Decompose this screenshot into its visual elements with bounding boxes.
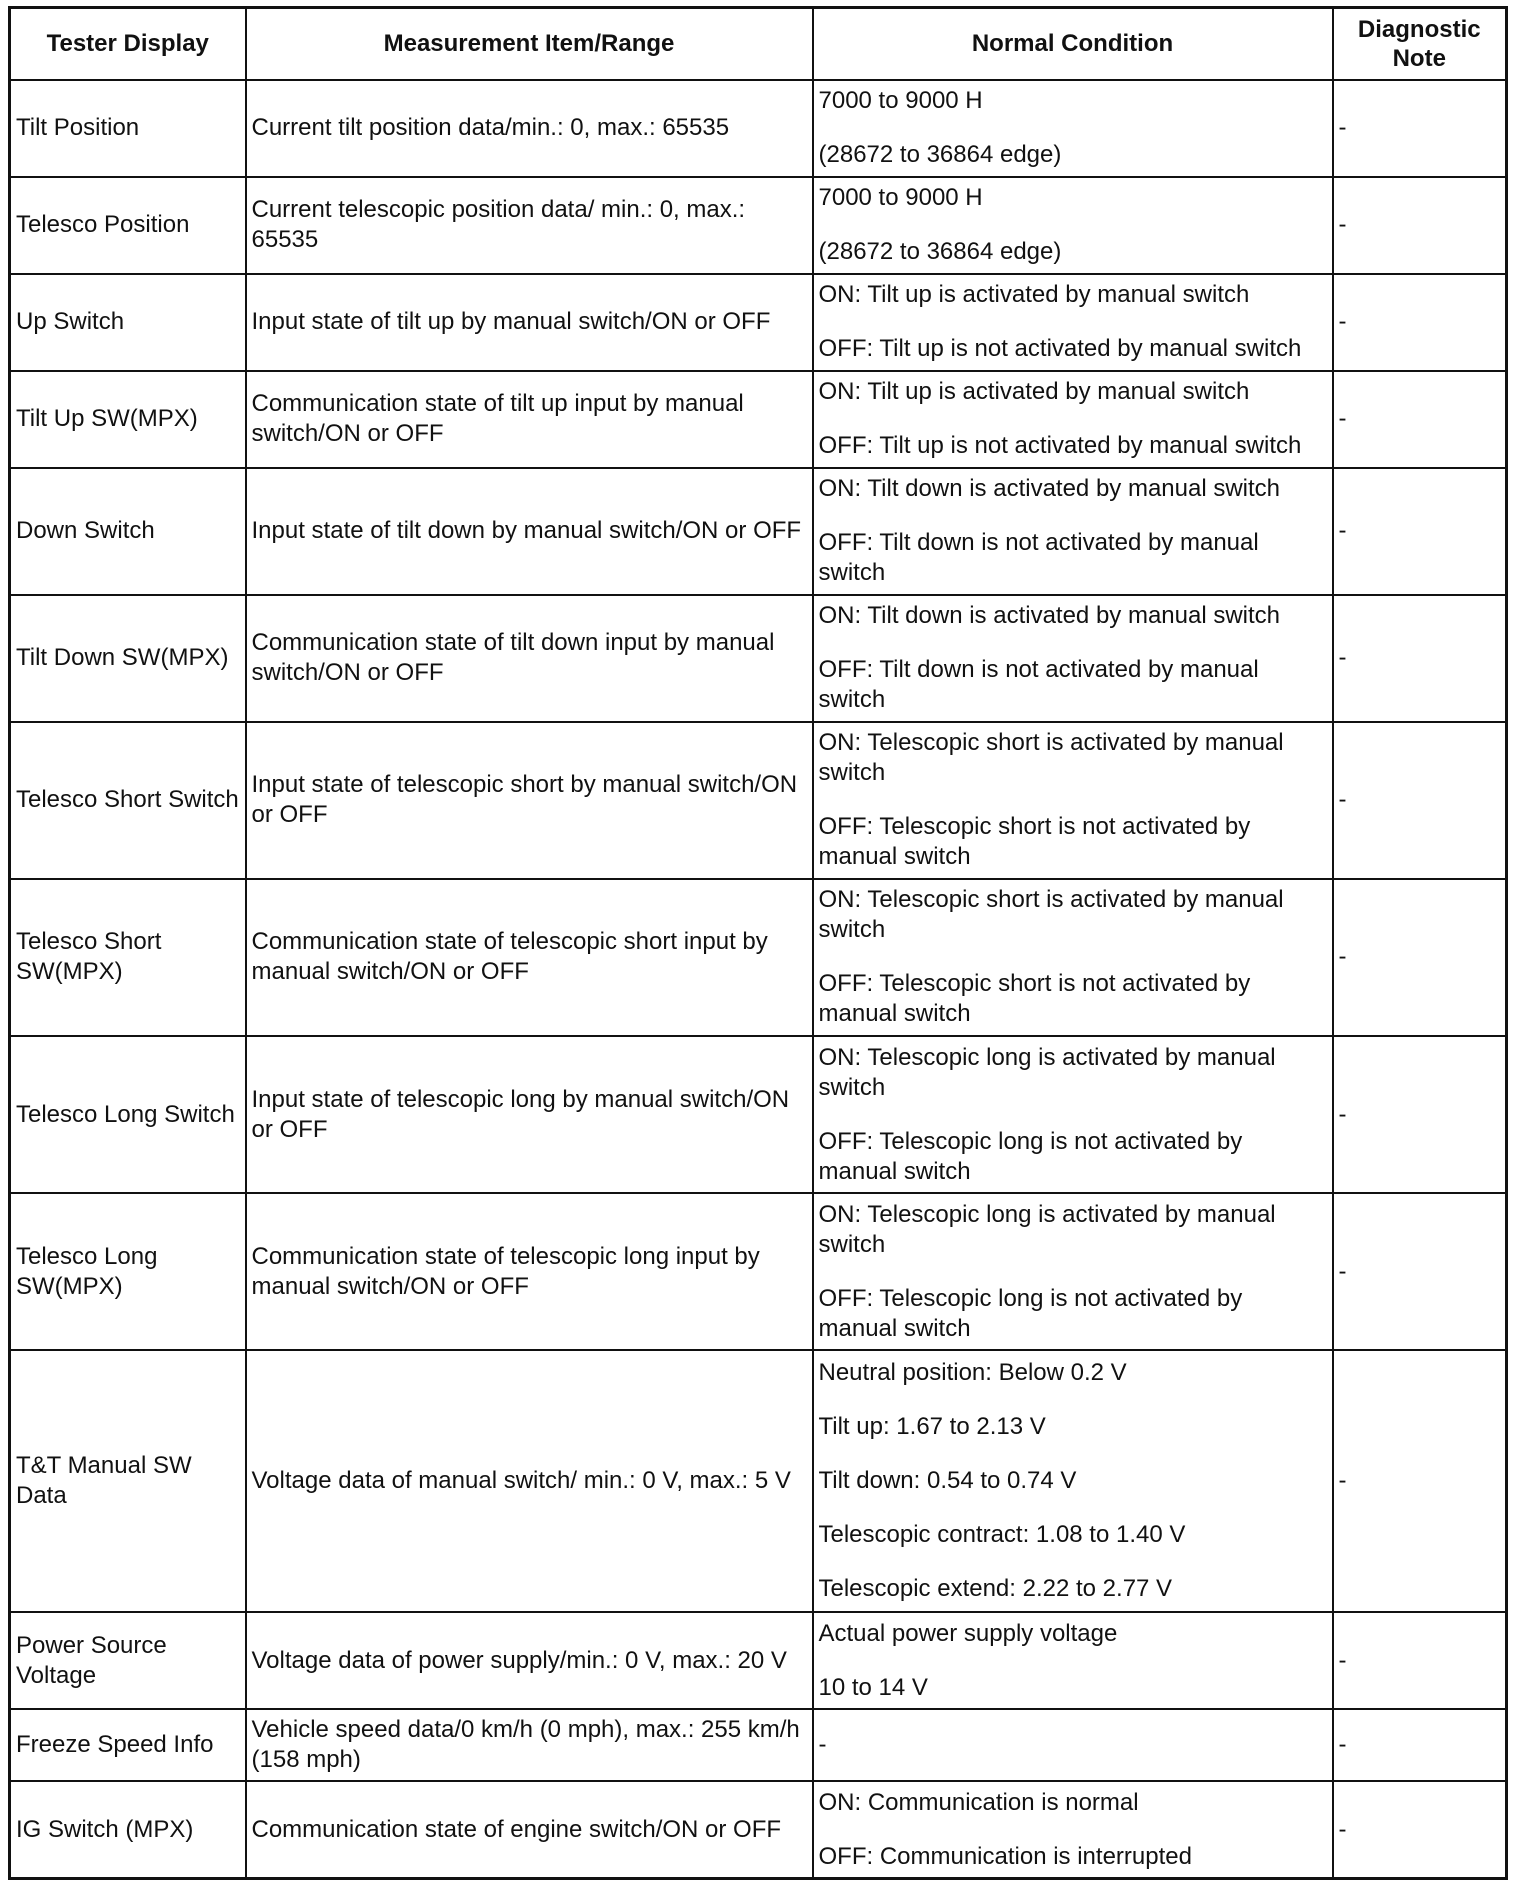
normal-condition-cell [813,879,1333,1036]
tester-display-cell: IG Switch (MPX) [10,1781,246,1878]
measurement-cell: Communication state of tilt down input by manual switch/ON or OFF [246,595,813,722]
normal-condition-line: Tilt up: 1.67 to 2.13 V [818,1413,1046,1441]
normal-condition-line: ON: Tilt down is activated by manual switch [818,602,1281,630]
diagnostic-note-cell: - [1333,371,1507,468]
normal-condition-cell [813,1781,1333,1878]
tester-display-cell: Tilt Up SW(MPX) [10,371,246,468]
measurement-cell: Voltage data of manual switch/ min.: 0 V, max.: 5 V [246,1350,813,1612]
table-row [10,595,1507,722]
normal-condition-line: ON: Telescopic long is activated by manual switch [818,1200,1276,1258]
diagnostic-note-cell: - [1333,1193,1507,1350]
table-row [10,1350,1507,1612]
measurement-cell: Current telescopic position data/ min.: 0, max.: 65535 [246,177,813,274]
table-row [10,371,1507,468]
normal-condition-cell [813,371,1333,468]
normal-condition-line: - [818,1731,827,1759]
table-row [10,177,1507,274]
normal-condition-cell [813,1612,1333,1709]
diagnostic-note-cell: - [1333,1781,1507,1878]
tester-display-cell: Freeze Speed Info [10,1709,246,1781]
measurement-cell: Input state of tilt down by manual switch/ON or OFF [246,468,813,595]
normal-condition-line: 10 to 14 V [818,1673,928,1701]
normal-condition-line: OFF: Telescopic long is not activated by manual switch [818,1284,1243,1342]
normal-condition-cell [813,1350,1333,1612]
normal-condition-line: Neutral position: Below 0.2 V [818,1359,1127,1387]
header-measurement: Measurement Item/Range [246,8,813,80]
normal-condition-cell [813,595,1333,722]
normal-condition-cell [813,468,1333,595]
header-row [10,8,1507,80]
normal-condition-cell [813,80,1333,177]
tester-display-cell: Telesco Short SW(MPX) [10,879,246,1036]
diagnostic-note-cell: - [1333,1350,1507,1612]
normal-condition-line: OFF: Tilt down is not activated by manual switch [818,656,1259,714]
measurement-cell: Input state of tilt up by manual switch/ON or OFF [246,274,813,371]
measurement-cell: Vehicle speed data/0 km/h (0 mph), max.: 255 km/h (158 mph) [246,1709,813,1781]
normal-condition-line: OFF: Tilt down is not activated by manual switch [818,529,1259,587]
measurement-cell: Input state of telescopic short by manual switch/ON or OFF [246,722,813,879]
table-row [10,722,1507,879]
normal-condition-line: OFF: Telescopic short is not activated by manual switch [818,970,1251,1028]
table-row [10,1781,1507,1878]
normal-condition-cell [813,722,1333,879]
tester-display-cell: Power Source Voltage [10,1612,246,1709]
diagnostic-note-cell: - [1333,595,1507,722]
table-row [10,1709,1507,1781]
diagnostic-note-cell: - [1333,80,1507,177]
measurement-cell: Communication state of telescopic long input by manual switch/ON or OFF [246,1193,813,1350]
normal-condition-cell [813,177,1333,274]
header-diagnostic-note: Diagnostic Note [1333,8,1507,80]
normal-condition-line: OFF: Tilt up is not activated by manual switch [818,432,1302,460]
normal-condition-line: ON: Telescopic long is activated by manual switch [818,1043,1276,1101]
table-row [10,1612,1507,1709]
measurement-cell: Voltage data of power supply/min.: 0 V, max.: 20 V [246,1612,813,1709]
diagnostic-note-cell: - [1333,274,1507,371]
normal-condition-line: (28672 to 36864 edge) [818,141,1062,169]
table-row [10,1193,1507,1350]
table-row [10,274,1507,371]
data-list-table [8,6,1508,1880]
header-tester-display: Tester Display [10,8,246,80]
measurement-cell: Input state of telescopic long by manual switch/ON or OFF [246,1036,813,1193]
tester-display-cell: Telesco Short Switch [10,722,246,879]
normal-condition-line: 7000 to 9000 H [818,87,983,115]
normal-condition-line: (28672 to 36864 edge) [818,238,1062,266]
tester-display-cell: Telesco Position [10,177,246,274]
diagnostic-note-cell: - [1333,1036,1507,1193]
normal-condition-line: ON: Telescopic short is activated by manual switch [818,729,1284,787]
normal-condition-line: OFF: Telescopic long is not activated by manual switch [818,1127,1243,1185]
normal-condition-line: 7000 to 9000 H [818,184,983,212]
normal-condition-cell [813,1036,1333,1193]
header-normal-condition: Normal Condition [813,8,1333,80]
normal-condition-line: OFF: Telescopic short is not activated by manual switch [818,813,1251,871]
tester-display-cell: Telesco Long Switch [10,1036,246,1193]
table-row [10,468,1507,595]
tester-display-cell: Up Switch [10,274,246,371]
measurement-cell: Communication state of tilt up input by manual switch/ON or OFF [246,371,813,468]
table-row [10,879,1507,1036]
measurement-cell: Current tilt position data/min.: 0, max.: 65535 [246,80,813,177]
diagnostic-note-cell: - [1333,1612,1507,1709]
normal-condition-line: Actual power supply voltage [818,1619,1118,1647]
measurement-cell: Communication state of engine switch/ON or OFF [246,1781,813,1878]
normal-condition-line: Tilt down: 0.54 to 0.74 V [818,1467,1077,1495]
diagnostic-note-cell: - [1333,468,1507,595]
table-row [10,1036,1507,1193]
tester-display-cell: T&T Manual SW Data [10,1350,246,1612]
normal-condition-line: ON: Communication is normal [818,1788,1139,1816]
normal-condition-line: Telescopic extend: 2.22 to 2.77 V [818,1575,1173,1603]
normal-condition-line: ON: Tilt down is activated by manual switch [818,475,1281,503]
tester-display-cell: Tilt Position [10,80,246,177]
diagnostic-note-cell: - [1333,177,1507,274]
normal-condition-line: OFF: Communication is interrupted [818,1842,1192,1870]
normal-condition-line: ON: Telescopic short is activated by manual switch [818,886,1284,944]
normal-condition-cell [813,274,1333,371]
measurement-cell: Communication state of telescopic short input by manual switch/ON or OFF [246,879,813,1036]
tester-display-cell: Tilt Down SW(MPX) [10,595,246,722]
tester-display-cell: Telesco Long SW(MPX) [10,1193,246,1350]
tester-display-cell: Down Switch [10,468,246,595]
diagnostic-note-cell: - [1333,879,1507,1036]
normal-condition-line: Telescopic contract: 1.08 to 1.40 V [818,1521,1186,1549]
table-row [10,80,1507,177]
normal-condition-line: OFF: Tilt up is not activated by manual switch [818,335,1302,363]
table-body [10,80,1507,1879]
normal-condition-line: ON: Tilt up is activated by manual switch [818,281,1250,309]
normal-condition-cell [813,1193,1333,1350]
normal-condition-cell [813,1709,1333,1781]
diagnostic-note-cell: - [1333,722,1507,879]
normal-condition-line: ON: Tilt up is activated by manual switch [818,378,1250,406]
diagnostic-note-cell: - [1333,1709,1507,1781]
